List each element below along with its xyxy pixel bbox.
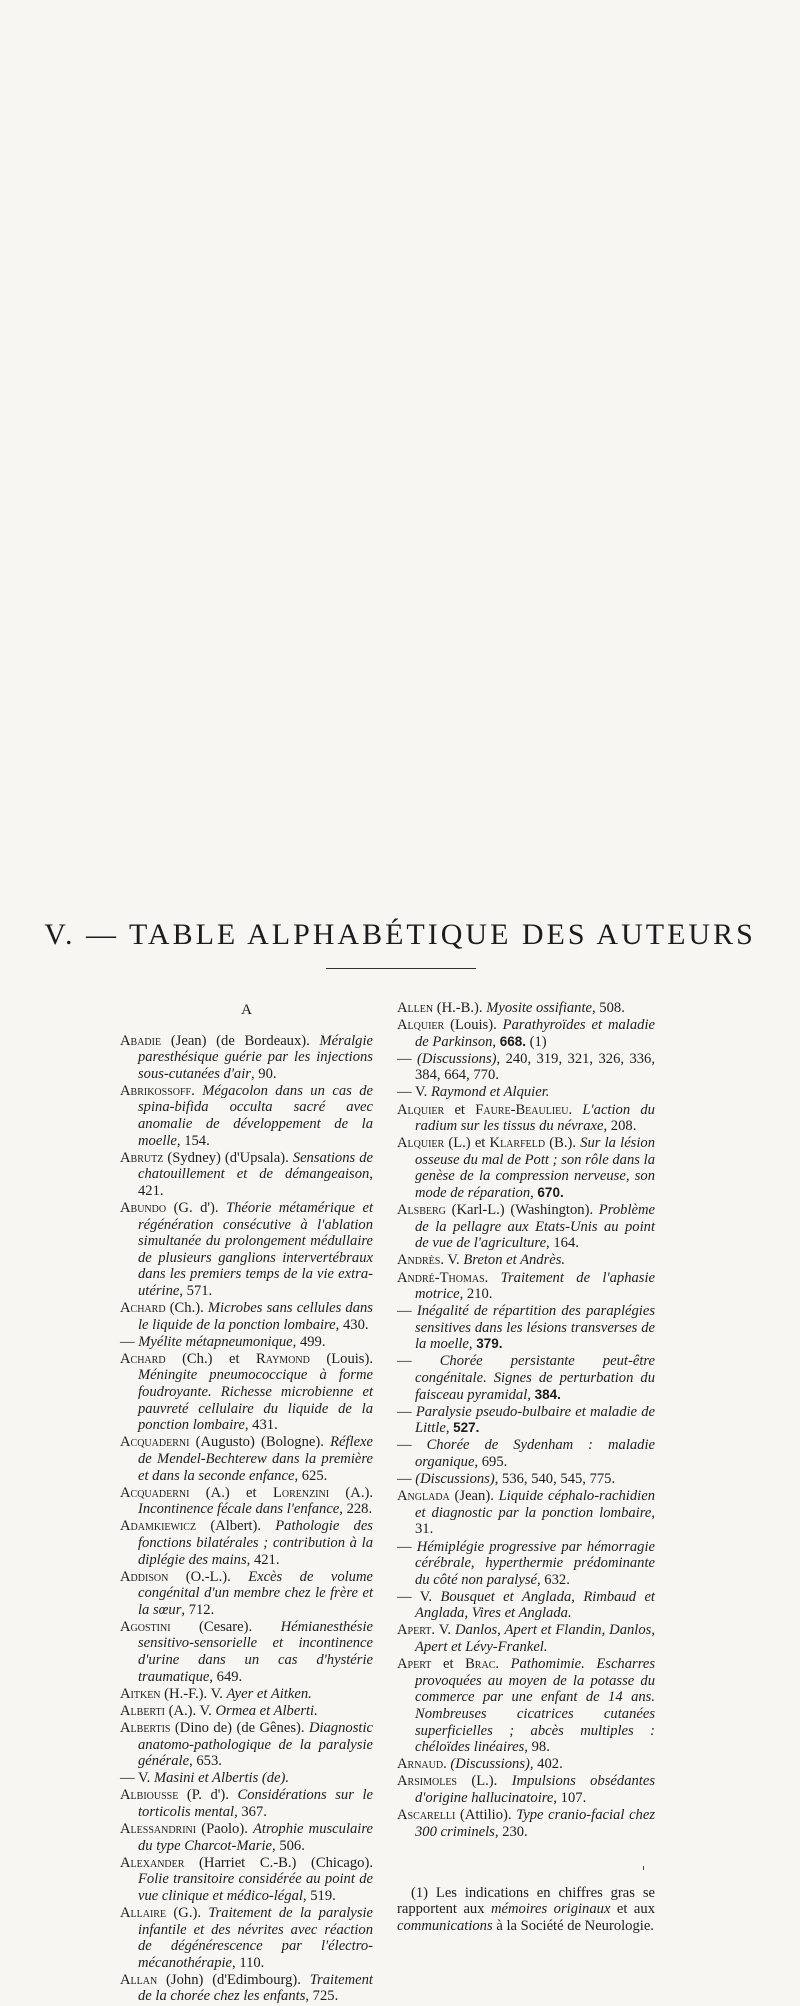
index-entry — [397, 1202, 655, 1252]
author-name: Arsimoles — [397, 1773, 457, 1790]
footnote — [397, 1885, 655, 1935]
entry-text: — V. — [397, 1588, 441, 1605]
index-entry — [120, 1787, 373, 1820]
entry-text: , 421. — [138, 1166, 373, 1199]
work-title: Bousquet et Anglada, Rimbaud et Anglada, Vires et Anglada. — [415, 1588, 655, 1622]
footnote-divider — [643, 1866, 654, 1870]
entry-text: — — [397, 1538, 417, 1555]
entry-text: , 421. — [246, 1551, 280, 1568]
index-entry — [120, 1485, 373, 1518]
entry-text: , 725. — [305, 1988, 339, 2005]
work-title: Traitement de la paralysie infantile et des névrites avec réaction de dégénérescence par l'électro-mécanothérapie — [138, 1904, 373, 1971]
author-name: Achard — [120, 1300, 166, 1317]
author-name: Abrutz — [120, 1149, 164, 1166]
work-title: Ayer et Aitken. — [226, 1685, 312, 1702]
author-name: Brac — [465, 1656, 496, 1673]
index-entry — [120, 1518, 373, 1568]
entry-text: et — [431, 1656, 466, 1673]
work-title: Méningite pneumococcique à forme foudroyante. Richesse microbienne et pauvreté cellulaire du liquide de la ponction lombaire — [138, 1367, 373, 1434]
author-name: Albiousse — [120, 1787, 179, 1804]
entry-text: , 506. — [272, 1837, 305, 1854]
index-entry — [397, 1656, 655, 1756]
entry-text: , — [468, 1336, 477, 1353]
entry-text: — — [397, 1437, 427, 1454]
entry-text: — V. — [120, 1770, 154, 1787]
entry-text: (P. d'). — [178, 1787, 238, 1804]
work-title: L'action du radium sur les tissus du névraxe — [415, 1101, 655, 1135]
index-entry — [120, 1334, 373, 1351]
page-ref-bold: 527. — [453, 1420, 480, 1436]
index-entry — [397, 1589, 655, 1622]
author-name: Abrikossoff — [120, 1082, 192, 1099]
page-ref-bold: 384. — [534, 1386, 561, 1402]
entry-text: , 695. — [474, 1454, 508, 1471]
entry-text: . — [443, 1756, 451, 1773]
entry-text: — V. — [397, 1084, 431, 1101]
title-divider — [326, 968, 476, 969]
index-entry — [120, 1905, 373, 1971]
entry-text: . V. — [440, 1252, 464, 1269]
index-entry — [397, 1303, 655, 1353]
entry-text: à la Société de Neurologie. — [492, 1917, 654, 1934]
index-entry — [397, 1000, 655, 1017]
entry-text: — — [397, 1471, 416, 1488]
author-name: Acquaderni — [120, 1434, 190, 1451]
entry-text: , 632. — [537, 1571, 570, 1588]
index-entry — [397, 1017, 655, 1050]
work-title: Traitement de la chorée chez les enfants — [138, 1971, 373, 2005]
index-entry — [397, 1539, 655, 1589]
page-title: V. — TABLE ALPHABÉTIQUE DES AUTEURS — [44, 918, 756, 952]
index-entry — [120, 1770, 373, 1787]
page-ref-bold: 670. — [537, 1185, 564, 1201]
entry-text: , 230. — [494, 1823, 528, 1840]
entry-text: , 98. — [524, 1739, 550, 1756]
index-entry — [397, 1807, 655, 1840]
entry-text: (Cesare). — [170, 1618, 281, 1635]
author-name: Achard — [120, 1350, 166, 1367]
entry-text: , 499. — [292, 1333, 326, 1350]
entry-text: et — [444, 1101, 476, 1118]
work-title: Atrophie musculaire du type Charcot-Marie — [138, 1821, 373, 1854]
author-name: Ascarelli — [397, 1807, 456, 1823]
entry-text: , 210. — [459, 1286, 493, 1303]
entry-text: et aux — [610, 1901, 655, 1918]
index-entry — [120, 1150, 373, 1200]
work-title: Paralysie pseudo-bulbaire et maladie de Little — [415, 1403, 656, 1437]
entry-text: (Louis). — [444, 1017, 503, 1034]
entry-text: (G. d'). — [166, 1200, 226, 1217]
author-name: Apert — [397, 1656, 432, 1673]
entry-text: , 508. — [592, 1000, 625, 1016]
index-entry — [120, 1720, 373, 1770]
author-name: Allen — [397, 1000, 434, 1016]
entry-text: , 536, 540, 545, 775. — [494, 1471, 616, 1488]
entry-text: , — [492, 1033, 500, 1050]
entry-text: , 367. — [234, 1803, 267, 1820]
entry-text: , 430. — [335, 1316, 369, 1333]
index-entry — [120, 1033, 373, 1083]
entry-text: , 571. — [179, 1283, 213, 1299]
work-title: Microbes sans cellules dans le liquide de la ponction lombaire — [138, 1300, 373, 1333]
work-title: Hémiplégie progressive par hémorragie cérébrale, hyperthermie prédominante du côté non paralysé — [415, 1538, 655, 1588]
entry-text: (Harriet C.-B.) (Chicago). — [184, 1854, 373, 1871]
entry-text: (H.-B.). — [433, 1000, 487, 1016]
entry-text: , 228. — [339, 1501, 373, 1518]
entry-text: . — [191, 1082, 203, 1099]
entry-text: , — [530, 1185, 538, 1202]
entry-text: (Jean) (de Bordeaux). — [161, 1032, 320, 1049]
author-name: Apert — [397, 1622, 432, 1639]
author-name: Albertis — [120, 1719, 171, 1736]
index-entry — [397, 1437, 655, 1470]
author-name: Alquier — [397, 1101, 445, 1118]
work-title: Sensations de chatouillement et de démangeaison — [138, 1149, 374, 1183]
entry-text: , 31. — [415, 1504, 655, 1538]
author-name: Alberti — [120, 1702, 165, 1719]
entry-text: . — [495, 1656, 511, 1673]
entry-text: , 625. — [294, 1467, 328, 1484]
left-column — [120, 1000, 373, 2006]
entry-text: (B.). — [545, 1135, 581, 1152]
work-title: Théorie métamérique et régénération consécutive à l'ablation simultanée du prolongement médullaire de plusieurs ganglions intervertébraux dans les premiers temps de la vie extra-utérine — [138, 1200, 373, 1299]
index-entry — [120, 1855, 373, 1905]
entry-text: . — [568, 1101, 583, 1118]
index-entry — [397, 1756, 655, 1773]
entry-text: (Sydney) (d'Upsala). — [163, 1149, 293, 1166]
entry-text: , 90. — [250, 1065, 277, 1082]
index-entry — [397, 1084, 655, 1101]
index-entry — [397, 1353, 655, 1403]
work-title: Chorée de Sydenham : maladie organique — [415, 1437, 655, 1471]
author-name: Allaire — [120, 1904, 167, 1921]
entry-text: (Dino de) (de Gênes). — [170, 1719, 309, 1736]
entry-text: , 107. — [553, 1789, 587, 1806]
index-entry — [397, 1622, 655, 1655]
index-entry — [120, 1434, 373, 1484]
work-title: Liquide céphalo-rachidien et diagnostic par la ponction lombaire — [415, 1488, 655, 1521]
work-title: Inégalité de répartition des paraplégies sensitives dans les lésions transverses de la moelle — [415, 1303, 655, 1353]
left-entry-list — [120, 1033, 373, 2005]
right-column — [397, 1000, 655, 1949]
index-entry — [120, 1619, 373, 1685]
entry-text: (Attilio). — [455, 1807, 517, 1823]
index-entry — [397, 1102, 655, 1135]
entry-text: (Ch.) et — [165, 1350, 257, 1367]
author-name: Abadie — [120, 1032, 162, 1049]
work-title: (Discussions) — [415, 1471, 495, 1488]
author-name: Alquier — [397, 1135, 445, 1152]
index-entry — [120, 1972, 373, 2005]
work-title: Type cranio-facial chez 300 criminels — [415, 1807, 655, 1840]
author-name: Alexander — [120, 1854, 185, 1871]
entry-text: — — [397, 1353, 440, 1370]
work-title: Traitement de l'aphasie motrice — [415, 1269, 655, 1303]
entry-text: (A.). V. — [164, 1702, 216, 1719]
index-entry — [397, 1252, 655, 1269]
index-entry — [120, 1300, 373, 1333]
author-name: Alquier — [397, 1017, 445, 1034]
entry-text: , — [445, 1420, 454, 1437]
entry-text: (A.) et — [189, 1484, 273, 1501]
entry-text: (L.). — [457, 1773, 512, 1790]
work-title: Sur la lésion osseuse du mal de Pott ; son rôle dans la genèse de la compression nerveuse, son mode de réparation — [415, 1135, 655, 1202]
entry-text: , 653. — [189, 1753, 222, 1770]
author-name: Agostini — [120, 1618, 171, 1635]
author-name: Abundo — [120, 1200, 167, 1217]
author-name: Raymond — [256, 1350, 310, 1367]
entry-text: (Augusto) (Bologne). — [189, 1434, 331, 1451]
index-entry — [120, 1083, 373, 1149]
index-entry — [397, 1773, 655, 1806]
entry-text: — — [397, 1403, 416, 1420]
author-name: Arnaud — [397, 1756, 444, 1773]
work-title: Myélite métapneumonique — [138, 1333, 293, 1350]
work-title: Méralgie paresthésique guérie par les injections sous-cutanées d'air — [138, 1032, 373, 1082]
entry-text: (Paolo). — [196, 1821, 253, 1837]
entry-text: (L.) et — [444, 1135, 490, 1152]
work-title: Excès de volume congénital d'un membre chez le frère et la sœur — [138, 1568, 373, 1618]
entry-text: — — [397, 1303, 417, 1320]
entry-text: (H.-F.). V. — [160, 1685, 227, 1702]
author-name: Lorenzini — [272, 1484, 330, 1501]
index-entry — [120, 1686, 373, 1703]
work-title: (Discussions) — [417, 1050, 497, 1067]
entry-text: — — [397, 1050, 418, 1067]
entry-text: — — [120, 1333, 139, 1350]
author-name: Faure-Beaulieu — [475, 1101, 569, 1118]
index-entry — [120, 1200, 373, 1300]
entry-text: , 402. — [529, 1756, 563, 1773]
entry-text: (Jean). — [449, 1488, 499, 1505]
index-entry — [397, 1135, 655, 1201]
author-name: Addison — [120, 1568, 169, 1585]
author-name: Alessandrini — [120, 1821, 197, 1837]
author-name: Allan — [120, 1971, 158, 1988]
work-title: Ormea et Alberti. — [215, 1702, 318, 1719]
work-title: Parathyroïdes et maladie de Parkinson — [415, 1017, 655, 1050]
work-title: Considérations sur le torticolis mental — [138, 1787, 374, 1820]
entry-text: (G.). — [166, 1904, 209, 1921]
work-title: Diagnostic anatomo-pathologique de la paralysie générale — [138, 1719, 373, 1770]
author-name: Aitken — [120, 1685, 161, 1702]
author-name: Adamkiewicz — [120, 1518, 197, 1535]
work-title: Réflexe de Mendel-Bechterew dans la première et dans la seconde enfance — [138, 1434, 373, 1484]
work-title: Myosite ossifiante — [486, 1000, 592, 1016]
entry-text: (Ch.). — [165, 1300, 208, 1317]
work-title: Raymond et Alquier. — [430, 1084, 550, 1101]
work-title: Pathologie des fonctions bilatérales ; contribution à la diplégie des mains — [138, 1518, 373, 1568]
index-entry — [397, 1051, 655, 1084]
entry-text: , 712. — [181, 1601, 215, 1618]
work-title: Problème de la pellagre aux Etats-Unis au point de vue de l'agriculture — [415, 1202, 655, 1252]
page-ref-bold: 379. — [476, 1336, 503, 1352]
author-name: Klarfeld — [489, 1135, 546, 1152]
work-title: Hémianesthésie sensitivo-sensorielle et incontinence d'urine dans un cas d'hystérie traumatique — [138, 1618, 373, 1685]
entry-text: , 208. — [603, 1118, 637, 1135]
index-entry — [397, 1471, 655, 1488]
index-entry — [120, 1351, 373, 1434]
section-letter: A — [241, 1002, 252, 1018]
entry-text: (1) — [526, 1033, 547, 1050]
work-title: mémoires originaux — [491, 1901, 611, 1918]
author-name: Anglada — [397, 1488, 450, 1505]
work-title: Incontinence fécale dans l'enfance — [138, 1501, 340, 1518]
index-entry — [120, 1703, 373, 1720]
work-title: (Discussions) — [450, 1756, 530, 1773]
work-title: Masini et Albertis (de). — [153, 1770, 290, 1787]
index-entry — [120, 1821, 373, 1854]
entry-text: (Karl-L.) (Washington). — [445, 1202, 599, 1219]
work-title: Folie transitoire considérée au point de vue clinique et médico-légal — [138, 1871, 373, 1904]
work-title: Pathomimie. Escharres provoquées au moyen de la potasse du commerce par une enfant de 14 ans. Nombreuses cicatrices cutanées superficielles ; abcès multiples : chéloïdes linéaires — [415, 1656, 655, 1756]
work-title: Breton et Andrès. — [463, 1252, 566, 1269]
entry-text: (A.). — [329, 1484, 373, 1501]
entry-text: , 431. — [244, 1417, 278, 1434]
work-title: Mégacolon dans un cas de spina-bifida occulta sacré avec anomalie de développement de la moelle — [138, 1082, 374, 1149]
entry-text: , 110. — [232, 1954, 265, 1971]
index-entry — [397, 1488, 655, 1538]
index-entry — [397, 1404, 655, 1437]
entry-text: , — [527, 1386, 535, 1403]
index-entry — [397, 1270, 655, 1303]
entry-text: . — [484, 1269, 501, 1286]
entry-text: (Albert). — [196, 1518, 276, 1535]
entry-text: , 649. — [209, 1668, 243, 1685]
work-title: Impulsions obsédantes d'origine hallucinatoire — [415, 1773, 655, 1806]
entry-text: (O.-L.). — [168, 1568, 249, 1585]
work-title: communications — [397, 1917, 493, 1934]
author-name: André-Thomas — [397, 1269, 485, 1286]
entry-text: , 154. — [176, 1132, 210, 1149]
author-name: Acquaderni — [120, 1484, 190, 1501]
author-name: Andrès — [397, 1252, 441, 1269]
right-entry-list — [397, 1000, 655, 1840]
author-name: Alsberg — [397, 1202, 446, 1219]
entry-text: , 240, 319, 321, 326, 336, 384, 664, 770. — [415, 1050, 655, 1084]
entry-text: (1) Les indications en chiffres gras se rapportent aux — [397, 1884, 655, 1918]
entry-text: (Louis). — [309, 1350, 373, 1367]
entry-text: (John) (d'Edimbourg). — [157, 1971, 310, 1988]
entry-text: , 519. — [302, 1887, 336, 1904]
entry-text: , 164. — [546, 1235, 579, 1252]
work-title: Chorée persistante peut-être congénitale. Signes de perturbation du faisceau pyramidal — [415, 1353, 655, 1403]
work-title: Danlos, Apert et Flandin, Danlos, Apert et Lévy-Frankel. — [415, 1622, 655, 1656]
index-entry — [120, 1569, 373, 1619]
entry-text: . V. — [431, 1622, 455, 1639]
page-ref-bold: 668. — [499, 1033, 526, 1049]
